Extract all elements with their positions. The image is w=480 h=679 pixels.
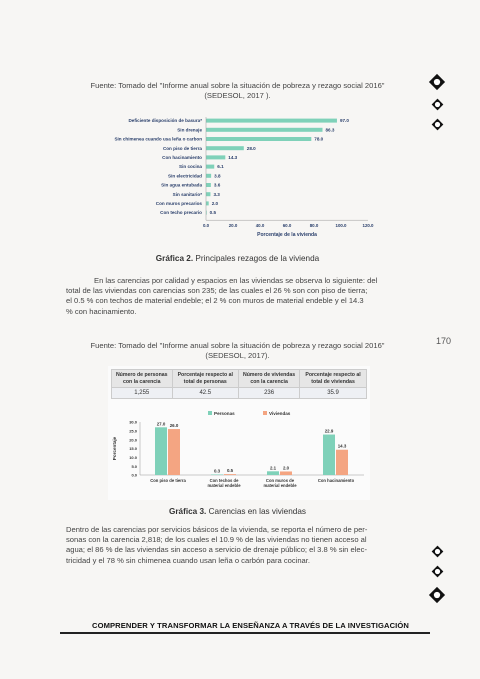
bar <box>211 474 223 475</box>
data-label: 28.0 <box>246 145 256 151</box>
bar <box>323 435 335 475</box>
data-label: 0.3 <box>213 468 221 474</box>
legend-swatch <box>263 411 267 415</box>
x-axis-title: Porcentaje de la vivienda <box>257 232 317 239</box>
data-label: 78.0 <box>314 136 324 142</box>
table-cell: 35.9 <box>300 388 367 399</box>
category-label: Sin cocina <box>179 164 202 170</box>
diamond-ornament-icon <box>431 545 444 558</box>
data-label: 14.3 <box>228 155 238 160</box>
source-line: Fuente: Tomado del "Informe anual sobre la situación de pobreza y rezago social 2016" <box>90 341 385 350</box>
tick-label: 5.0 <box>131 463 137 469</box>
bar <box>206 174 211 178</box>
category-label: Sin chimenea cuando usa leña o carbon <box>114 136 202 142</box>
category-label: Con muros de <box>265 478 295 483</box>
category-label: Con muros precarios <box>155 201 202 206</box>
caption-label: Gráfica 2. <box>155 254 194 263</box>
category-label: Con techos de <box>209 478 239 483</box>
tick-label: 10.0 <box>129 454 137 460</box>
category-label: Con piso de tierra <box>162 145 202 151</box>
tick-label: 100.0 <box>335 223 347 229</box>
data-label: 26.0 <box>169 423 179 429</box>
paragraph-line: % con hacinamiento. <box>66 306 137 316</box>
category-label: material endeble <box>207 483 241 488</box>
bar <box>155 427 167 475</box>
table-header: Porcentaje respecto al total de personas <box>172 370 239 388</box>
source-line: Fuente: Tomado del "Informe anual sobre la situación de pobreza y rezago social 2016" <box>90 81 385 90</box>
table-cell: 42.5 <box>172 388 239 399</box>
data-label: 27.0 <box>156 421 166 427</box>
paragraph-line: el 0.5 % con techos de material endeble; el 2 % con muros de material endeble y el 14.3 <box>66 296 364 306</box>
table-header-row <box>112 370 367 388</box>
tick-label: 30.0 <box>129 419 137 425</box>
caption-text: Principales rezagos de la vivienda <box>193 254 320 263</box>
category-label: Sin electricidad <box>168 173 202 179</box>
caption-label: Gráfica 3. <box>169 507 207 516</box>
data-label: 3.3 <box>213 191 220 197</box>
bar <box>206 201 209 205</box>
category-label: Sin agua entubada <box>161 182 202 188</box>
bar <box>206 155 225 159</box>
bar <box>224 474 236 475</box>
page-number: 170 <box>436 336 452 346</box>
caption-text: Carencias en las viviendas <box>206 507 306 516</box>
category-label: Con piso de tierra <box>150 478 186 483</box>
table-cell: 1,255 <box>112 388 173 399</box>
category-label: Deficiente disposición de basura* <box>128 118 202 124</box>
data-label: 14.3 <box>337 443 347 449</box>
bar <box>206 128 323 132</box>
tick-label: 15.0 <box>129 446 137 452</box>
bar <box>206 119 337 123</box>
bar <box>206 192 210 196</box>
tick-label: 80.0 <box>309 223 319 229</box>
category-label: Sin sanitario* <box>172 191 202 197</box>
category-label: Con hacinamiento <box>162 155 202 160</box>
figure-3 <box>108 366 370 500</box>
bar <box>336 450 348 475</box>
tick-label: 0.0 <box>202 223 210 229</box>
data-label: 22.9 <box>324 428 334 434</box>
table-header: Número de personas con la carencia <box>112 370 173 388</box>
bar <box>280 471 292 475</box>
bar <box>206 165 214 169</box>
bar <box>267 471 279 475</box>
category-label: Sin drenaje <box>177 127 202 133</box>
source-note-2 <box>60 341 415 361</box>
legend-label: Personas <box>214 410 235 416</box>
diamond-ornament-icon <box>428 73 446 91</box>
legend-swatch <box>208 411 212 415</box>
data-label: 86.3 <box>325 127 335 133</box>
category-label: Con hacinamiento <box>317 478 355 483</box>
bar <box>206 183 211 187</box>
source-line: (SEDESOL, 2017 ). <box>204 91 271 100</box>
paragraph-line: total de las viviendas con carencias son 235; de las cuales el 26 % son con piso de tierra; <box>66 286 368 296</box>
data-label: 6.1 <box>217 164 224 170</box>
table-header: Número de viviendas con la carencia <box>239 370 300 388</box>
tick-label: 20.0 <box>228 223 238 229</box>
table-cell: 236 <box>239 388 300 399</box>
data-label: 2.0 <box>282 465 290 471</box>
paragraph-1 <box>66 276 418 317</box>
paragraph-line: tricidad y el 78 % sin chimenea cuando usan leña o carbón para cocinar. <box>66 555 310 565</box>
bar <box>206 137 311 141</box>
figure-caption-2 <box>60 254 415 263</box>
table-row <box>112 388 367 399</box>
tick-label: 60.0 <box>282 223 292 229</box>
tick-label: 25.0 <box>129 428 137 434</box>
chart-principales-rezagos <box>68 113 388 248</box>
tick-label: 120.0 <box>362 223 374 229</box>
carencias-table <box>111 369 367 399</box>
tick-label: 0.0 <box>131 472 137 478</box>
running-footer: COMPRENDER Y TRANSFORMAR LA ENSEÑANZA A TRAVÉS DE LA INVESTIGACIÓN <box>92 621 409 630</box>
y-axis-title: Porcentaje <box>112 436 117 461</box>
diamond-ornament-icon <box>431 118 444 131</box>
bar <box>206 146 244 150</box>
category-label: Con techo precario <box>160 210 202 216</box>
paragraph-2 <box>66 525 418 566</box>
legend-label: Viviendas <box>269 410 291 416</box>
source-line: (SEDESOL, 2017). <box>205 351 270 360</box>
paragraph-line: En las carencias por calidad y espacios en las viviendas se observa lo siguiente: del <box>94 276 378 285</box>
diamond-ornament-icon <box>431 565 444 578</box>
diamond-ornament-icon <box>431 98 444 111</box>
bar <box>168 429 180 475</box>
data-label: 3.6 <box>213 182 221 188</box>
paragraph-line: Dentro de las carencias por servicios básicos de la vivienda, se reporta el número de per- <box>66 525 368 534</box>
data-label: 0.5 <box>209 210 217 216</box>
paragraph-line: sonas con la carencia 2,818; de los cuales el 10.9 % de las viviendas no tienen acceso al <box>66 535 367 545</box>
data-label: 3.8 <box>214 173 221 179</box>
tick-label: 20.0 <box>129 437 137 443</box>
paragraph-line: agua; el 86 % de las viviendas sin acceso a servicio de drenaje público; el 3.8 % sin elec- <box>66 545 367 555</box>
diamond-ornament-icon <box>428 586 446 604</box>
data-label: 2.0 <box>211 201 219 206</box>
chart-carencias-viviendas <box>108 408 370 500</box>
data-label: 2.1 <box>269 465 277 471</box>
footer-rule <box>60 632 430 634</box>
source-note-1 <box>60 81 415 101</box>
figure-caption-3 <box>60 507 415 516</box>
tick-label: 40.0 <box>255 223 265 229</box>
data-label: 0.5 <box>226 468 234 474</box>
table-header: Porcentaje respecto al total de viviendas <box>300 370 367 388</box>
category-label: material endeble <box>263 483 297 488</box>
data-label: 97.0 <box>339 118 349 124</box>
